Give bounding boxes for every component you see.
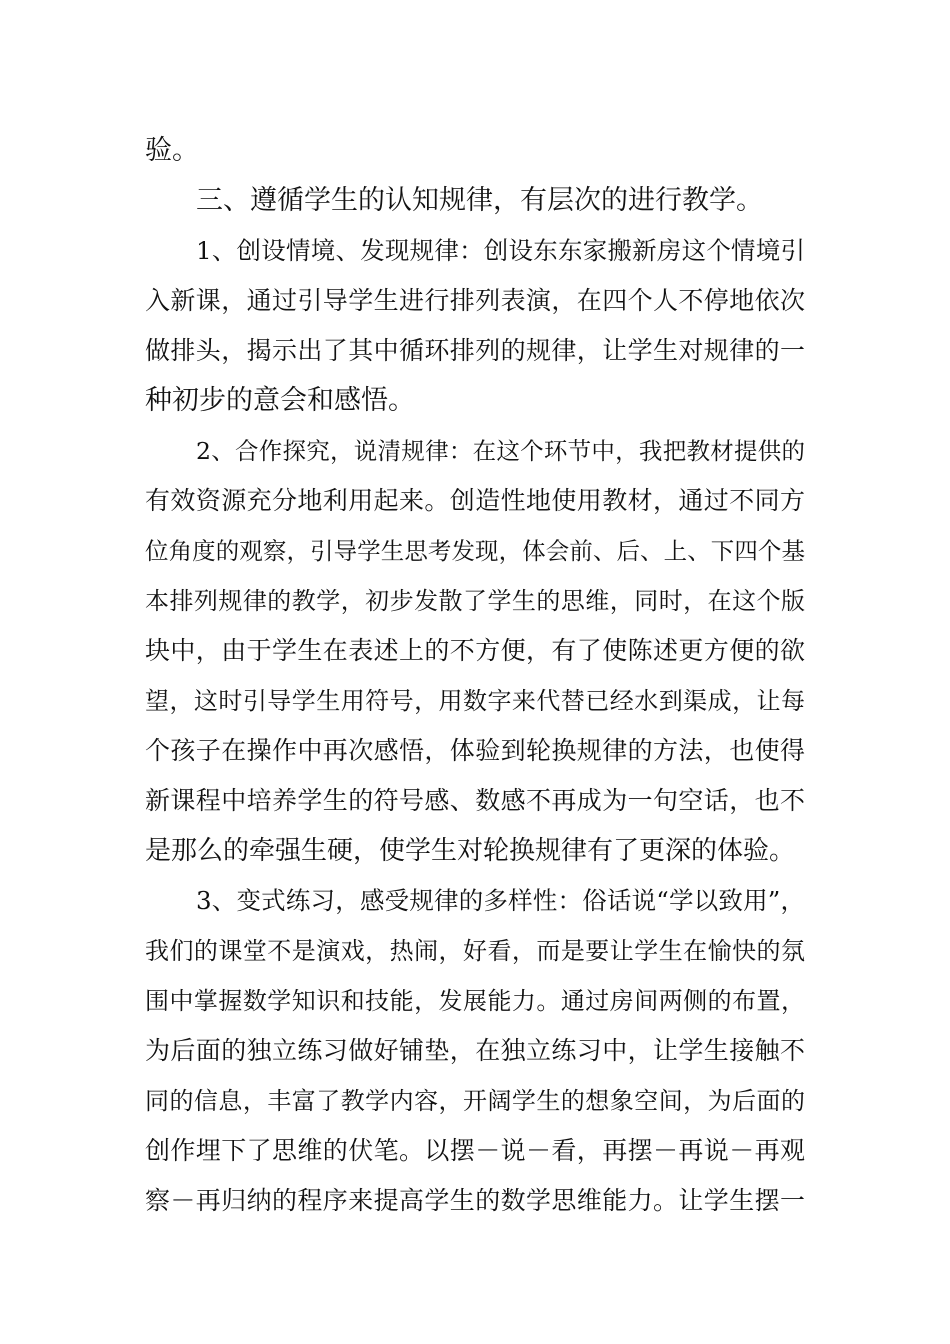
text-line: 1、创设情境、发现规律：创设东东家搬新房这个情境引	[196, 236, 805, 265]
text-line: 望，这时引导学生用符号，用数字来代替已经水到渠成，让每	[145, 687, 805, 715]
text-line: 种初步的意会和感悟。	[145, 385, 415, 416]
text-line: 做排头，揭示出了其中循环排列的规律，让学生对规律的一	[145, 336, 805, 365]
text-line: 本排列规律的教学，初步发散了学生的思维，同时，在这个版	[145, 587, 805, 615]
text-line: 是那么的牵强生硬，使学生对轮换规律有了更深的体验。	[145, 836, 796, 866]
text-line: 2、合作探究，说清规律：在这个环节中，我把教材提供的	[196, 437, 805, 465]
text-line: 验。	[145, 135, 199, 166]
text-line: 我们的课堂不是演戏，热闹，好看，而是要让学生在愉快的氛	[145, 937, 805, 965]
text-line: 围中掌握数学知识和技能，发展能力。通过房间两侧的布置，	[145, 987, 805, 1015]
text-line: 3、变式练习，感受规律的多样性：俗话说“学以致用”，	[196, 886, 805, 915]
text-line: 入新课，通过引导学生进行排列表演，在四个人不停地依次	[145, 286, 805, 315]
text-line: 块中，由于学生在表述上的不方便，有了使陈述更方便的欲	[145, 636, 805, 665]
text-line: 察－再归纳的程序来提高学生的数学思维能力。让学生摆一	[145, 1186, 805, 1215]
text-line: 为后面的独立练习做好铺垫，在独立练习中，让学生接触不	[145, 1036, 805, 1065]
text-line: 同的信息，丰富了教学内容，开阔学生的想象空间，为后面的	[145, 1087, 805, 1115]
section-heading: 三、遵循学生的认知规律，有层次的进行教学。	[196, 185, 763, 216]
text-line: 有效资源充分地利用起来。创造性地使用教材，通过不同方	[145, 486, 805, 515]
text-line: 创作埋下了思维的伏笔。以摆－说－看，再摆－再说－再观	[145, 1136, 805, 1165]
text-line: 新课程中培养学生的符号感、数感不再成为一句空话，也不	[145, 786, 805, 815]
text-line: 个孩子在操作中再次感悟，体验到轮换规律的方法，也使得	[145, 736, 805, 765]
text-line: 位角度的观察，引导学生思考发现，体会前、后、上、下四个基	[145, 537, 805, 565]
